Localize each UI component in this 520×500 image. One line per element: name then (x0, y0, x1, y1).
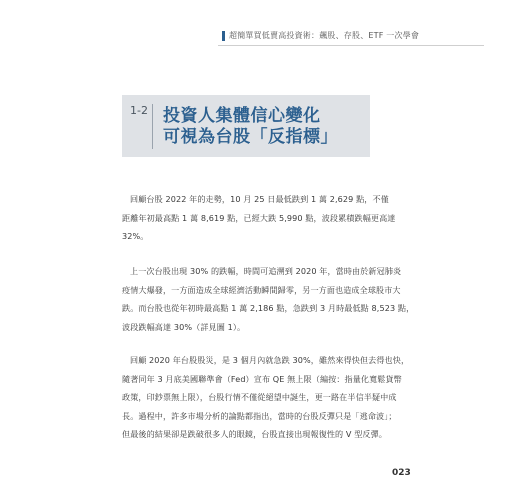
paragraph-line: 疫情大爆發，一方面造成全球經濟活動瞬間歸零，另一方面也造成全球股市大 (122, 284, 401, 295)
paragraph-3 (122, 351, 412, 444)
paragraph-2 (122, 262, 415, 336)
paragraph-line: 32%。 (122, 231, 149, 241)
paragraph-line: 上一次台股出現 30% 的跌幅，時間可追溯到 2020 年，當時由於新冠肺炎 (130, 266, 402, 276)
paragraph-1 (122, 190, 412, 246)
paragraph-line: 回顧台股 2022 年的走勢，10 月 25 日最低跌到 1 萬 2,629 點，不僅 (130, 194, 389, 204)
chapter-number: 1-2 (130, 104, 148, 117)
chapter-divider (152, 104, 153, 149)
paragraph-line: 但最後的結果卻是跌破很多人的眼鏡，台股直接出現報復性的 V 型反彈。 (122, 429, 387, 439)
chapter-title-line-2: 可視為台股「反指標」 (163, 127, 338, 147)
header-text: 超簡單買低賣高投資術：飆股、存股、ETF 一次學會 (229, 31, 420, 40)
header-accent-bar (222, 31, 225, 41)
paragraph-line: 距離年初最高點 1 萬 8,619 點，已經大跌 5,990 點，波段累積跌幅更高達 (122, 212, 396, 223)
paragraph-line: 隨著同年 3 月底美國聯準會（Fed）宣布 QE 無上限（編按：指量化寬鬆貨幣 (122, 373, 402, 384)
paragraph-line: 跌。而台股也從年初時最高點 1 萬 2,186 點，急跌到 3 月時最低點 8,523 點， (122, 303, 415, 313)
paragraph-line: 政策，印鈔票無上限），台股行情不僅從絕望中誕生，更一路在半信半疑中成 (122, 392, 397, 402)
chapter-title (163, 106, 338, 148)
paragraph-line: 回顧 2020 年台股股災，是 3 個月內就急跌 30%，雖然來得快但去得也快， (130, 355, 410, 365)
running-header (222, 30, 478, 42)
paragraph-line: 長。過程中，許多市場分析的論點都指出，當時的台股反彈只是「逃命波」； (122, 410, 397, 421)
header-divider (218, 45, 484, 46)
page-number: 023 (392, 468, 411, 478)
chapter-title-line-1: 投資人集體信心變化 (163, 106, 321, 126)
paragraph-line: 波段跌幅高達 30%（詳見圖 1）。 (122, 321, 246, 332)
